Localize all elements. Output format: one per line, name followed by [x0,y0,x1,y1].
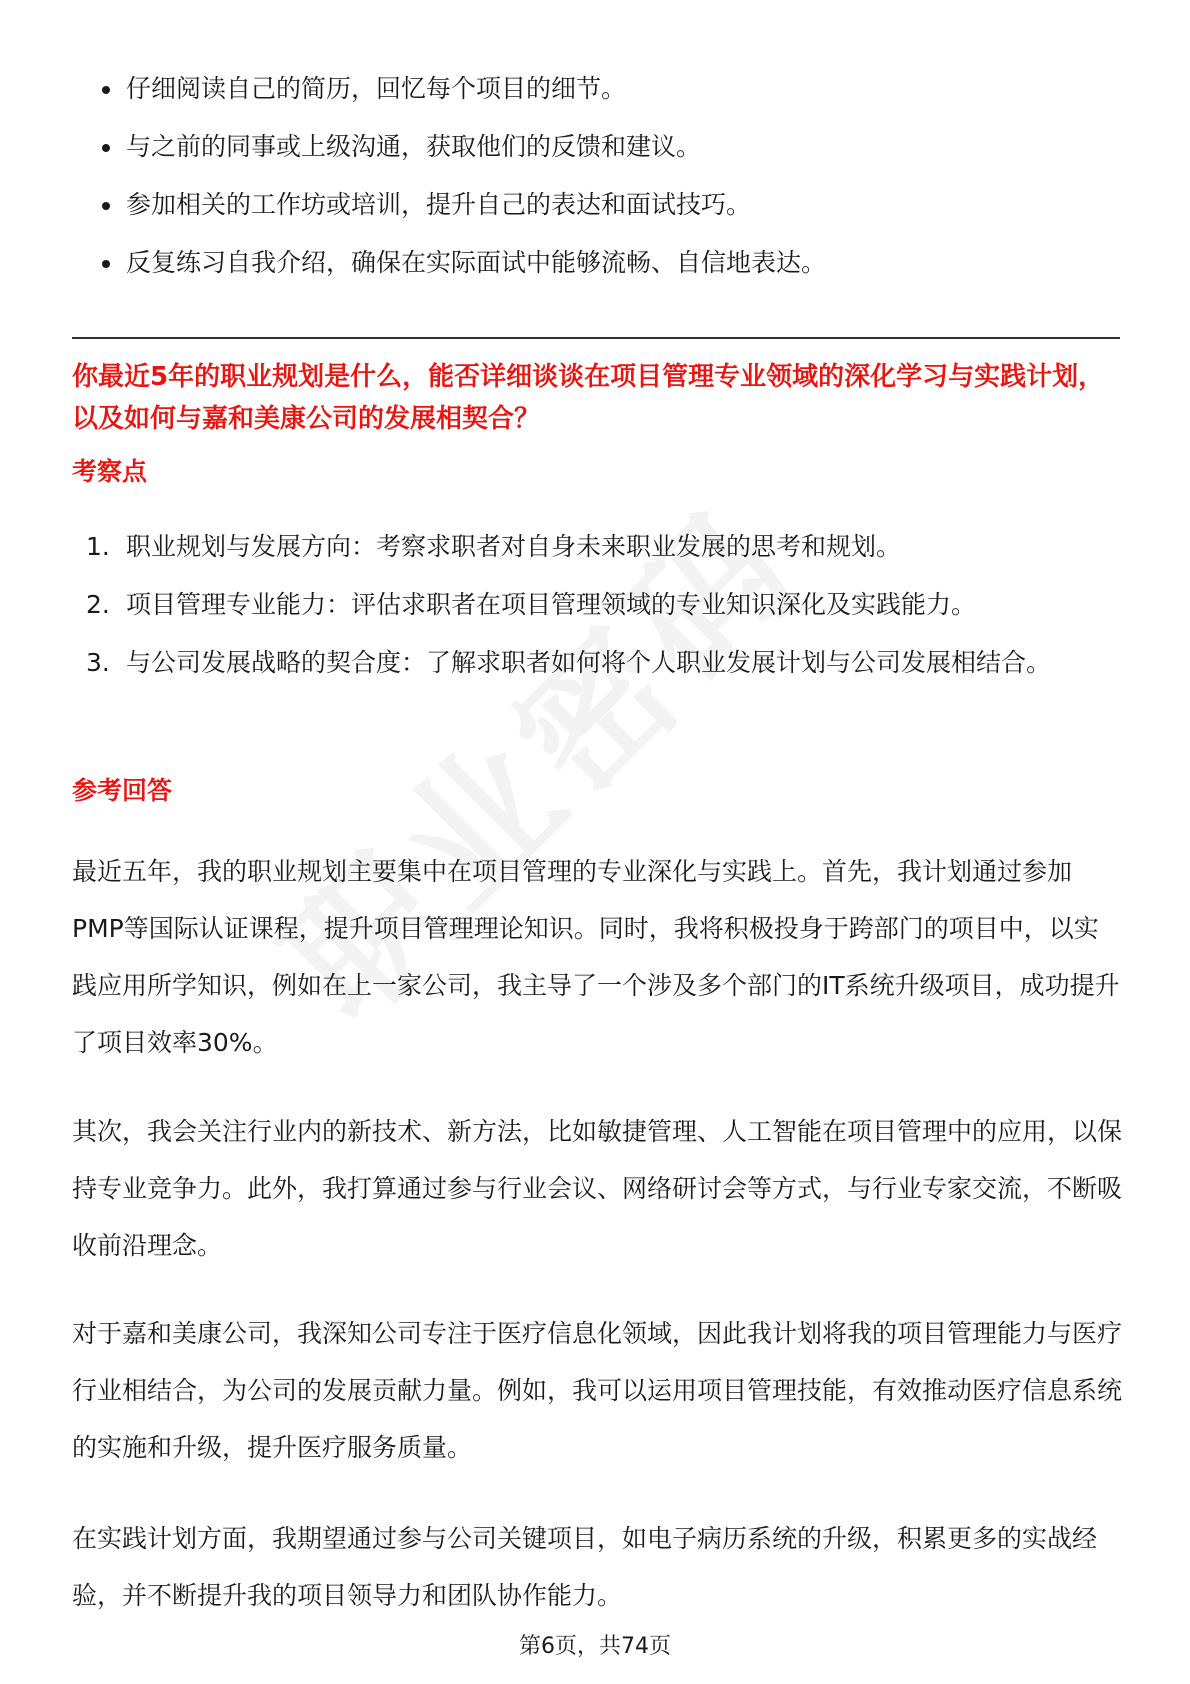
list-number: 2. [86,590,110,619]
list-number: 3. [86,648,110,677]
page-number: 第6页，共74页 [519,1634,671,1659]
answer-paragraph: 其次，我会关注行业内的新技术、新方法，比如敏捷管理、人工智能在项目管理中的应用，以保持专业竞争力。此外，我打算通过参与行业会议、网络研讨会等方式，与行业专家交流，不断吸收前沿理念。 [72,1117,1123,1260]
list-item-text: 与公司发展战略的契合度：了解求职者如何将个人职业发展计划与公司发展相结合。 [126,648,1052,677]
key-points-title: 考察点 [72,457,148,486]
question-heading: 你最近5年的职业规划是什么，能否详细谈谈在项目管理专业领域的深化学习与实践计划，以及如何与嘉和美康公司的发展相契合？ [72,362,1105,434]
list-item-text: 职业规划与发展方向：考察求职者对自身未来职业发展的思考和规划。 [126,532,902,561]
bullet-list [98,60,1098,292]
list-item: 与之前的同事或上级沟通，获取他们的反馈和建议。 [98,118,1098,176]
list-item [86,576,1126,634]
list-item: 反复练习自我介绍，确保在实际面试中能够流畅、自信地表达。 [98,234,1098,292]
list-item-text: 项目管理专业能力：评估求职者在项目管理领域的专业知识深化及实践能力。 [126,590,977,619]
list-number: 1. [86,532,110,561]
list-item [86,518,1126,576]
answer-paragraph: 在实践计划方面，我期望通过参与公司关键项目，如电子病历系统的升级，积累更多的实战经验，并不断提升我的项目领导力和团队协作能力。 [72,1524,1098,1610]
list-item: 参加相关的工作坊或培训，提升自己的表达和面试技巧。 [98,176,1098,234]
answer-title: 参考回答 [72,776,173,805]
list-item: 仔细阅读自己的简历，回忆每个项目的细节。 [98,60,1098,118]
section-divider [72,337,1120,339]
key-points-list [86,518,1126,692]
answer-paragraph: 对于嘉和美康公司，我深知公司专注于医疗信息化领域，因此我计划将我的项目管理能力与医疗行业相结合，为公司的发展贡献力量。例如，我可以运用项目管理技能，有效推动医疗信息系统的实施和升级，提升医疗服务质量。 [72,1319,1123,1462]
list-item [86,634,1126,692]
answer-paragraph: 最近五年，我的职业规划主要集中在项目管理的专业深化与实践上。首先，我计划通过参加PMP等国际认证课程，提升项目管理理论知识。同时，我将积极投身于跨部门的项目中，以实践应用所学知识，例如在上一家公司，我主导了一个涉及多个部门的IT系统升级项目，成功提升了项目效率30%。 [72,857,1120,1057]
